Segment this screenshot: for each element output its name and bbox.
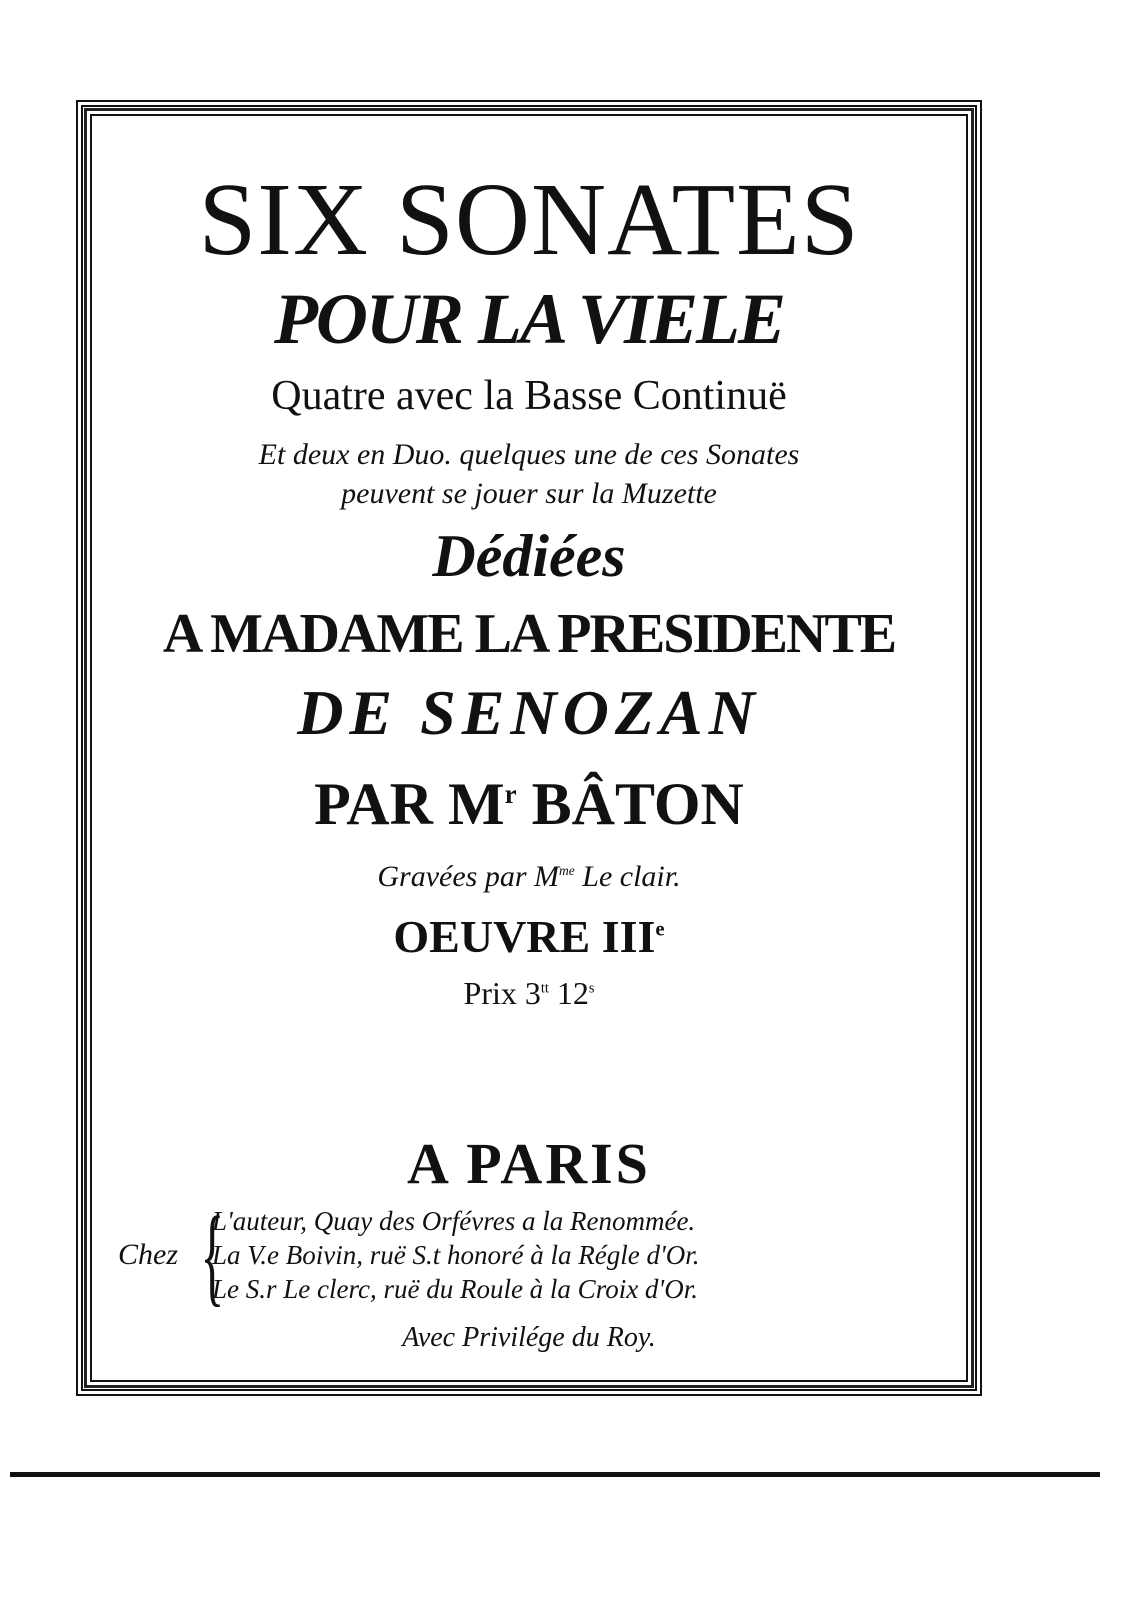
address-line: Le S.r Le clerc, ruë du Roule à la Croix d'Or. xyxy=(212,1274,698,1304)
price-prefix: Prix 3 xyxy=(463,975,541,1011)
dedicatee-1: A MADAME LA PRESIDENTE xyxy=(162,603,896,665)
engraver-sup: me xyxy=(559,863,575,878)
author-name: BÂTON xyxy=(531,771,744,837)
price xyxy=(90,975,968,1012)
chez-label: Chez xyxy=(118,1238,178,1271)
price-mid: 12 xyxy=(548,975,589,1011)
dedicatee-2: DE SENOZAN xyxy=(297,677,761,748)
subtitle: POUR LA VIELE xyxy=(273,279,785,359)
line-duo: Et deux en Duo. quelques une de ces Sonates xyxy=(258,438,800,471)
city: A PARIS xyxy=(407,1131,651,1196)
author-sup: r xyxy=(504,779,517,809)
privilege: Avec Privilége du Roy. xyxy=(402,1322,656,1353)
line-muzette: peuvent se jouer sur la Muzette xyxy=(341,477,717,510)
price-sup-sols: s xyxy=(588,980,595,997)
engraver-name: Le clair. xyxy=(582,860,681,893)
page-edge-rule xyxy=(10,1472,1100,1477)
author xyxy=(90,770,968,839)
address-line: La V.e Boivin, ruë S.t honoré à la Régle d'Or. xyxy=(212,1240,700,1270)
opus-sup: e xyxy=(655,918,665,941)
engraver-prefix: Gravées par M xyxy=(377,860,560,893)
author-prefix: PAR M xyxy=(314,771,505,837)
opus-text: OEUVRE III xyxy=(393,911,656,962)
dedication: Dédiées xyxy=(432,523,626,589)
opus xyxy=(90,910,968,963)
price-sup-livres: tt xyxy=(540,980,549,997)
brace: { xyxy=(200,1194,225,1316)
title: SIX SONATES xyxy=(198,162,860,277)
engraver xyxy=(90,860,968,894)
address-line: L'auteur, Quay des Orfévres a la Renommée. xyxy=(212,1206,696,1236)
line-quatre: Quatre avec la Basse Continuë xyxy=(271,373,787,419)
